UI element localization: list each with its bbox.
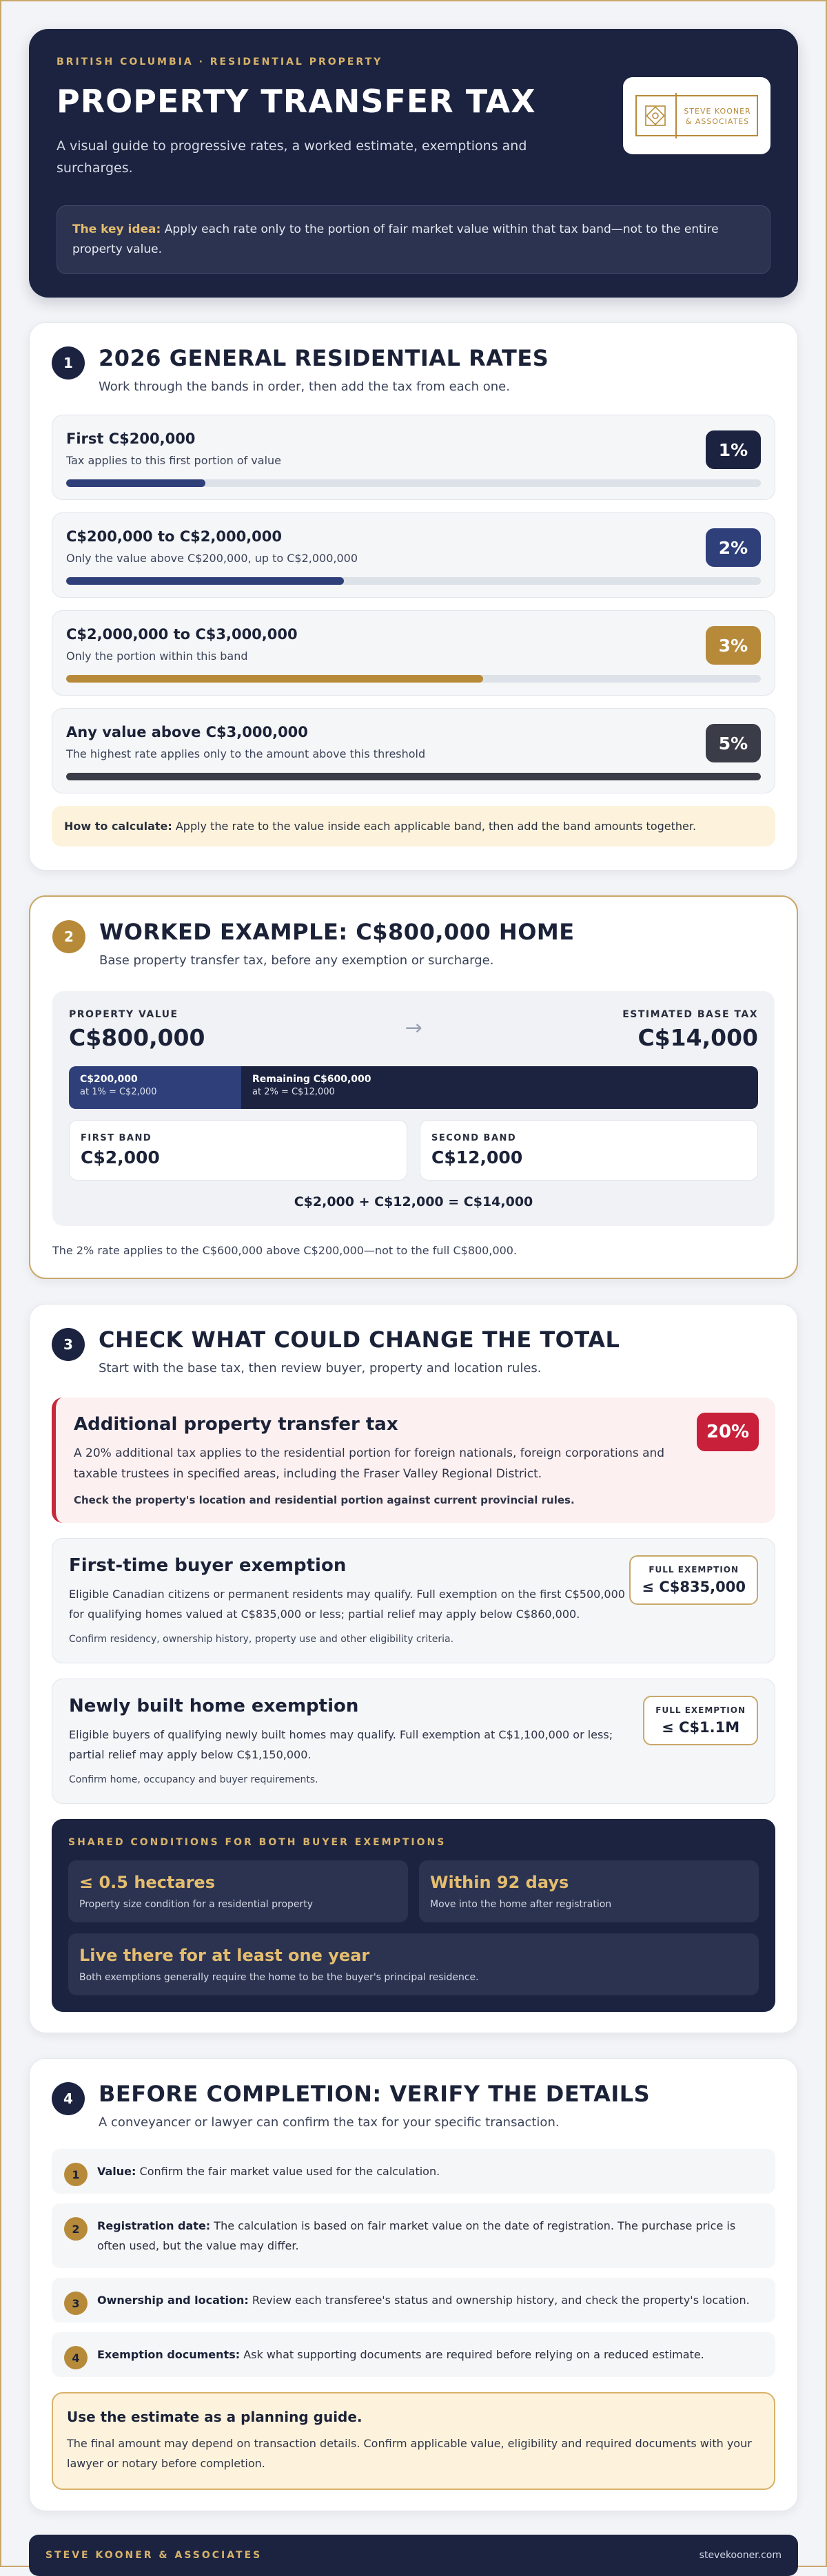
limit-label: FULL EXEMPTION [649,1565,739,1575]
section-number: 1 [52,346,85,380]
band-desc: The highest rate applies only to the amount above this threshold [66,747,426,760]
split-segment-first [69,1066,241,1109]
step-text: The calculation is based on fair market value on the date of registration. The purchase price is often used, but the value may differ. [97,2219,736,2252]
company-logo [623,77,770,154]
exemption-title: Newly built home exemption [69,1696,359,1716]
condition-card [68,1933,759,1995]
step-number: 3 [64,2292,88,2315]
verify-section [29,2058,798,2511]
footer [29,2535,798,2576]
band-progress-track [66,577,761,585]
exemption-text: Eligible buyers of qualifying newly built homes may qualify. Full exemption at C$1,100,000 or less; partial relief may apply below C$1,150,000. [69,1728,613,1761]
band-title: C$2,000,000 to C$3,000,000 [66,626,298,643]
condition-text: Both exemptions generally require the home to be the buyer's principal residence. [79,1972,479,1983]
exemption-title: First-time buyer exemption [69,1555,347,1576]
band-progress-fill [66,675,483,683]
section-title: WORKED EXAMPLE: C$800,000 HOME [99,919,575,945]
section-subtitle: Base property transfer tax, before any exemption or surcharge. [99,953,494,968]
property-value: C$800,000 [69,1024,205,1051]
band-progress-fill [66,479,205,487]
step-label: Exemption documents: [97,2348,241,2361]
rate-band [52,708,775,793]
section-number: 4 [52,2082,85,2115]
section-title: BEFORE COMPLETION: VERIFY THE DETAILS [99,2081,651,2107]
verify-step [52,2278,775,2323]
verify-step [52,2149,775,2194]
rate-badge: 1% [706,430,761,469]
surcharge-check: Check the property's location and residential portion against current provincial rules. [74,1494,575,1506]
segment-title: C$200,000 [80,1074,138,1085]
hero-eyebrow: BRITISH COLUMBIA · RESIDENTIAL PROPERTY [57,56,383,67]
page-title: PROPERTY TRANSFER TAX [57,83,536,120]
second-band-value: C$12,000 [431,1147,523,1167]
split-segment-remaining [241,1066,758,1109]
section-number: 2 [52,920,85,953]
base-tax-value: C$14,000 [637,1024,758,1051]
step-number: 2 [64,2217,88,2241]
worked-example-section [29,895,798,1279]
example-note: The 2% rate applies to the C$600,000 above C$200,000—not to the full C$800,000. [52,1244,518,1257]
section-title: 2026 GENERAL RESIDENTIAL RATES [99,345,549,371]
condition-title: ≤ 0.5 hectares [79,1873,215,1892]
band-title: Any value above C$3,000,000 [66,724,308,740]
rates-section [29,322,798,871]
shared-conditions-label: SHARED CONDITIONS FOR BOTH BUYER EXEMPTIONS [68,1837,447,1848]
second-band-box [420,1120,758,1181]
howto-text: Apply the rate to the value inside each applicable band, then add the band amounts together. [172,820,697,833]
band-desc: Only the portion within this band [66,650,248,663]
step-text: Confirm the fair market value used for the calculation. [136,2165,440,2178]
rate-badge: 3% [706,626,761,665]
howto-label: How to calculate: [64,820,172,833]
svg-text:STEVE KOONER: STEVE KOONER [684,107,751,116]
rate-band [52,415,775,500]
step-label: Registration date: [97,2219,211,2232]
rate-band [52,512,775,598]
section-subtitle: A conveyancer or lawyer can confirm the tax for your specific transaction. [99,2115,560,2130]
surcharge-text: A 20% additional tax applies to the residential portion for foreign nationals, foreign corporations and taxable trustees in specified areas, including the Fraser Valley Regional District. [74,1446,665,1481]
changes-section [29,1304,798,2033]
exemption-limit-badge [629,1555,758,1605]
verify-step [52,2203,775,2268]
band-progress-track [66,675,761,683]
section-number: 3 [52,1328,85,1361]
first-band-label: FIRST BAND [81,1133,152,1143]
first-time-buyer-card [52,1538,775,1663]
exemption-fine-print: Confirm home, occupancy and buyer requirements. [69,1774,318,1785]
first-band-box [69,1120,407,1181]
condition-title: Within 92 days [430,1873,569,1892]
verify-step [52,2332,775,2377]
footer-website-link[interactable]: stevekooner.com [699,2550,782,2561]
rate-badge: 5% [706,724,761,762]
first-band-value: C$2,000 [81,1147,160,1167]
base-tax-label: ESTIMATED BASE TAX [622,1009,758,1020]
condition-text: Property size condition for a residential property [79,1899,314,1910]
band-title: C$200,000 to C$2,000,000 [66,528,283,545]
example-panel [52,991,775,1226]
surcharge-rate-badge: 20% [697,1413,759,1451]
band-desc: Tax applies to this first portion of value [66,454,282,467]
exemption-fine-print: Confirm residency, ownership history, property use and other eligibility criteria. [69,1634,454,1645]
footer-brand: STEVE KOONER & ASSOCIATES [45,2550,263,2561]
limit-value: ≤ C$1.1M [662,1719,740,1736]
newly-built-home-card [52,1679,775,1804]
segment-sub: at 2% = C$12,000 [252,1087,335,1097]
segment-title: Remaining C$600,000 [252,1074,371,1085]
section-subtitle: Work through the bands in order, then add the tax from each one. [99,380,510,394]
condition-title: Live there for at least one year [79,1946,370,1965]
exemption-limit-badge [643,1696,758,1745]
condition-text: Move into the home after registration [430,1899,612,1910]
rate-badge: 2% [706,528,761,567]
step-label: Value: [97,2165,136,2178]
key-idea-label: The key idea: [72,222,161,236]
surcharge-title: Additional property transfer tax [74,1414,398,1435]
guide-text: The final amount may depend on transaction details. Confirm applicable value, eligibility and required documents with your lawyer or notary before completion. [67,2437,752,2470]
step-number: 1 [64,2163,88,2186]
second-band-label: SECOND BAND [431,1133,517,1143]
hero-subtitle: A visual guide to progressive rates, a worked estimate, exemptions and surcharges. [57,138,527,176]
band-progress-track [66,479,761,487]
key-idea-callout [57,205,770,274]
arrow-right-icon: → [405,1016,422,1040]
key-idea-text: Apply each rate only to the portion of fair market value within that tax band—not to the entire property value. [72,222,719,256]
rate-bands-list [52,415,775,793]
logo-mark-icon [635,90,759,141]
band-desc: Only the value above C$200,000, up to C$2,000,000 [66,552,358,565]
hero-banner [29,29,798,298]
rate-band [52,610,775,696]
property-value-label: PROPERTY VALUE [69,1009,178,1020]
shared-conditions-panel [52,1819,775,2012]
section-title: CHECK WHAT COULD CHANGE THE TOTAL [99,1327,620,1353]
rates-header [52,345,775,394]
limit-value: ≤ C$835,000 [642,1579,746,1595]
segment-sub: at 1% = C$2,000 [80,1087,157,1097]
step-label: Ownership and location: [97,2294,249,2307]
verify-steps-list [52,2149,775,2377]
sum-equation: C$2,000 + C$12,000 = C$14,000 [294,1194,533,1209]
band-progress-track [66,773,761,780]
condition-card [68,1860,408,1922]
section-subtitle: Start with the base tax, then review buyer, property and location rules. [99,1361,542,1375]
step-text: Review each transferee's status and ownership history, and check the property's location. [248,2294,750,2307]
limit-label: FULL EXEMPTION [655,1705,746,1715]
condition-card [419,1860,759,1922]
guide-title: Use the estimate as a planning guide. [67,2409,363,2425]
exemption-text: Eligible Canadian citizens or permanent residents may qualify. Full exemption on the first C$500,000 for qualifying homes valued at C$835,000 or less; partial relief may apply below C$860,000. [69,1588,625,1621]
band-progress-fill [66,773,761,780]
value-split-bar [69,1066,758,1109]
step-text: Ask what supporting documents are required before relying on a reduced estimate. [240,2348,704,2361]
svg-text:& ASSOCIATES: & ASSOCIATES [685,117,750,126]
planning-guide-callout [52,2392,775,2490]
band-title: First C$200,000 [66,430,196,447]
band-progress-fill [66,577,344,585]
how-to-calculate-note [52,806,775,846]
step-number: 4 [64,2346,88,2369]
additional-tax-card [52,1398,775,1523]
